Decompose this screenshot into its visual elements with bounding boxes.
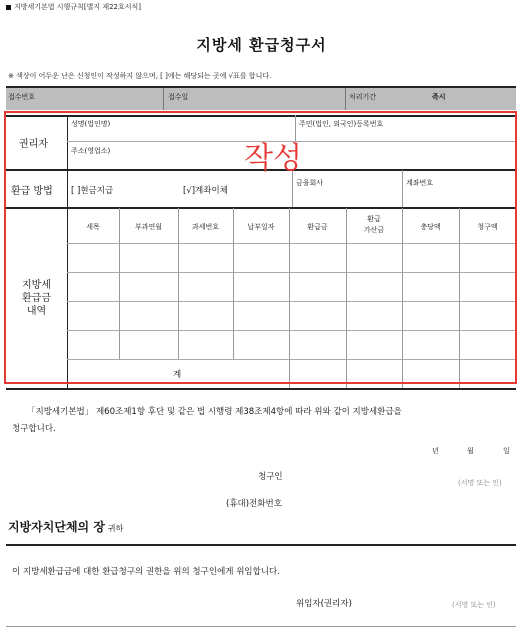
date-year-label: 년: [432, 447, 439, 455]
form-reference-text: 지방세기본법 시행규칙[별지 제22호서식]: [14, 3, 142, 11]
section-line: [6, 388, 516, 390]
account-field-label: 계좌번호: [406, 179, 434, 187]
total-label: 계: [173, 370, 182, 380]
name-field-label: 성명(법인명): [71, 120, 111, 128]
delegation-statement: 이 지방세환급금에 대한 환급청구의 권한을 위의 청구인에게 위임합니다.: [12, 567, 280, 577]
bottom-line: [6, 626, 516, 627]
delegator-signature-hint: (서명 또는 인): [452, 601, 496, 609]
bank-transfer-option[interactable]: [√]계좌이체: [183, 186, 228, 196]
refund-method-label: 환급 방법: [11, 186, 53, 197]
form-reference: [6, 2, 141, 12]
refund-detail-label-line: 지방세: [22, 280, 51, 291]
column-header-tax-number: 과세번호: [191, 223, 220, 231]
receipt-number-label: 접수번호: [8, 93, 36, 101]
refund-detail-label-line: 환급금: [22, 293, 51, 304]
bank-field-label: 금융회사: [296, 179, 324, 187]
cash-payment-option[interactable]: [ ]현금지급: [71, 186, 114, 196]
page-title: 지방세 환급청구서: [196, 36, 327, 54]
column-header-tax-item: 세목: [86, 223, 100, 231]
address-field-label: 주소(영업소): [71, 147, 111, 155]
square-bullet-icon: [6, 5, 11, 10]
delegator-label: 위임자(권리자): [296, 599, 352, 609]
write-here-annotation: 작성: [244, 141, 302, 176]
refund-detail-label-line: 내역: [26, 306, 47, 317]
date-month-label: 월: [467, 447, 474, 455]
column-header-refund-amount: 환급금: [307, 223, 328, 231]
receipt-band: [6, 86, 516, 110]
column-header-refund-interest: 환급 가산금: [363, 215, 385, 234]
column-header-claim-amount: 청구액: [477, 223, 498, 231]
addressee-title: 지방자치단체의 장: [8, 520, 105, 534]
date-day-label: 일: [503, 447, 510, 455]
statement-line-2: 청구합니다.: [12, 424, 56, 434]
section-line: [6, 544, 516, 546]
processing-period-value: 즉시: [432, 93, 446, 101]
column-header-payment-date: 납부일자: [247, 223, 275, 231]
processing-period-label: 처리기간: [349, 93, 377, 101]
addressee-suffix: 귀하: [107, 524, 124, 533]
id-number-field-label: 주민(법인, 외국인)등록번호: [299, 120, 384, 128]
receipt-date-label: 접수일: [168, 93, 189, 101]
column-header-appropriation: 충당액: [420, 223, 441, 231]
band-divider: [345, 88, 346, 110]
addressee: [8, 518, 123, 535]
instruction-note: ※ 색상이 어두운 난은 신청인이 작성하지 않으며, [ ]에는 해당되는 곳에 √표를 합니다.: [8, 72, 272, 80]
band-divider: [163, 88, 164, 110]
claimant-signature-hint: (서명 또는 인): [458, 479, 502, 487]
column-header-assessment-month: 부과연월: [134, 223, 163, 231]
phone-label: (휴대)전화번호: [226, 499, 282, 509]
claimant-label: 권리자: [19, 139, 48, 150]
statement-line-1: 「지방세기본법」 제60조제1항 후단 및 같은 법 시행령 제38조제4항에 따라 위와 같이 지방세환급을: [27, 407, 402, 417]
claimant-sign-label: 청구인: [258, 472, 283, 482]
